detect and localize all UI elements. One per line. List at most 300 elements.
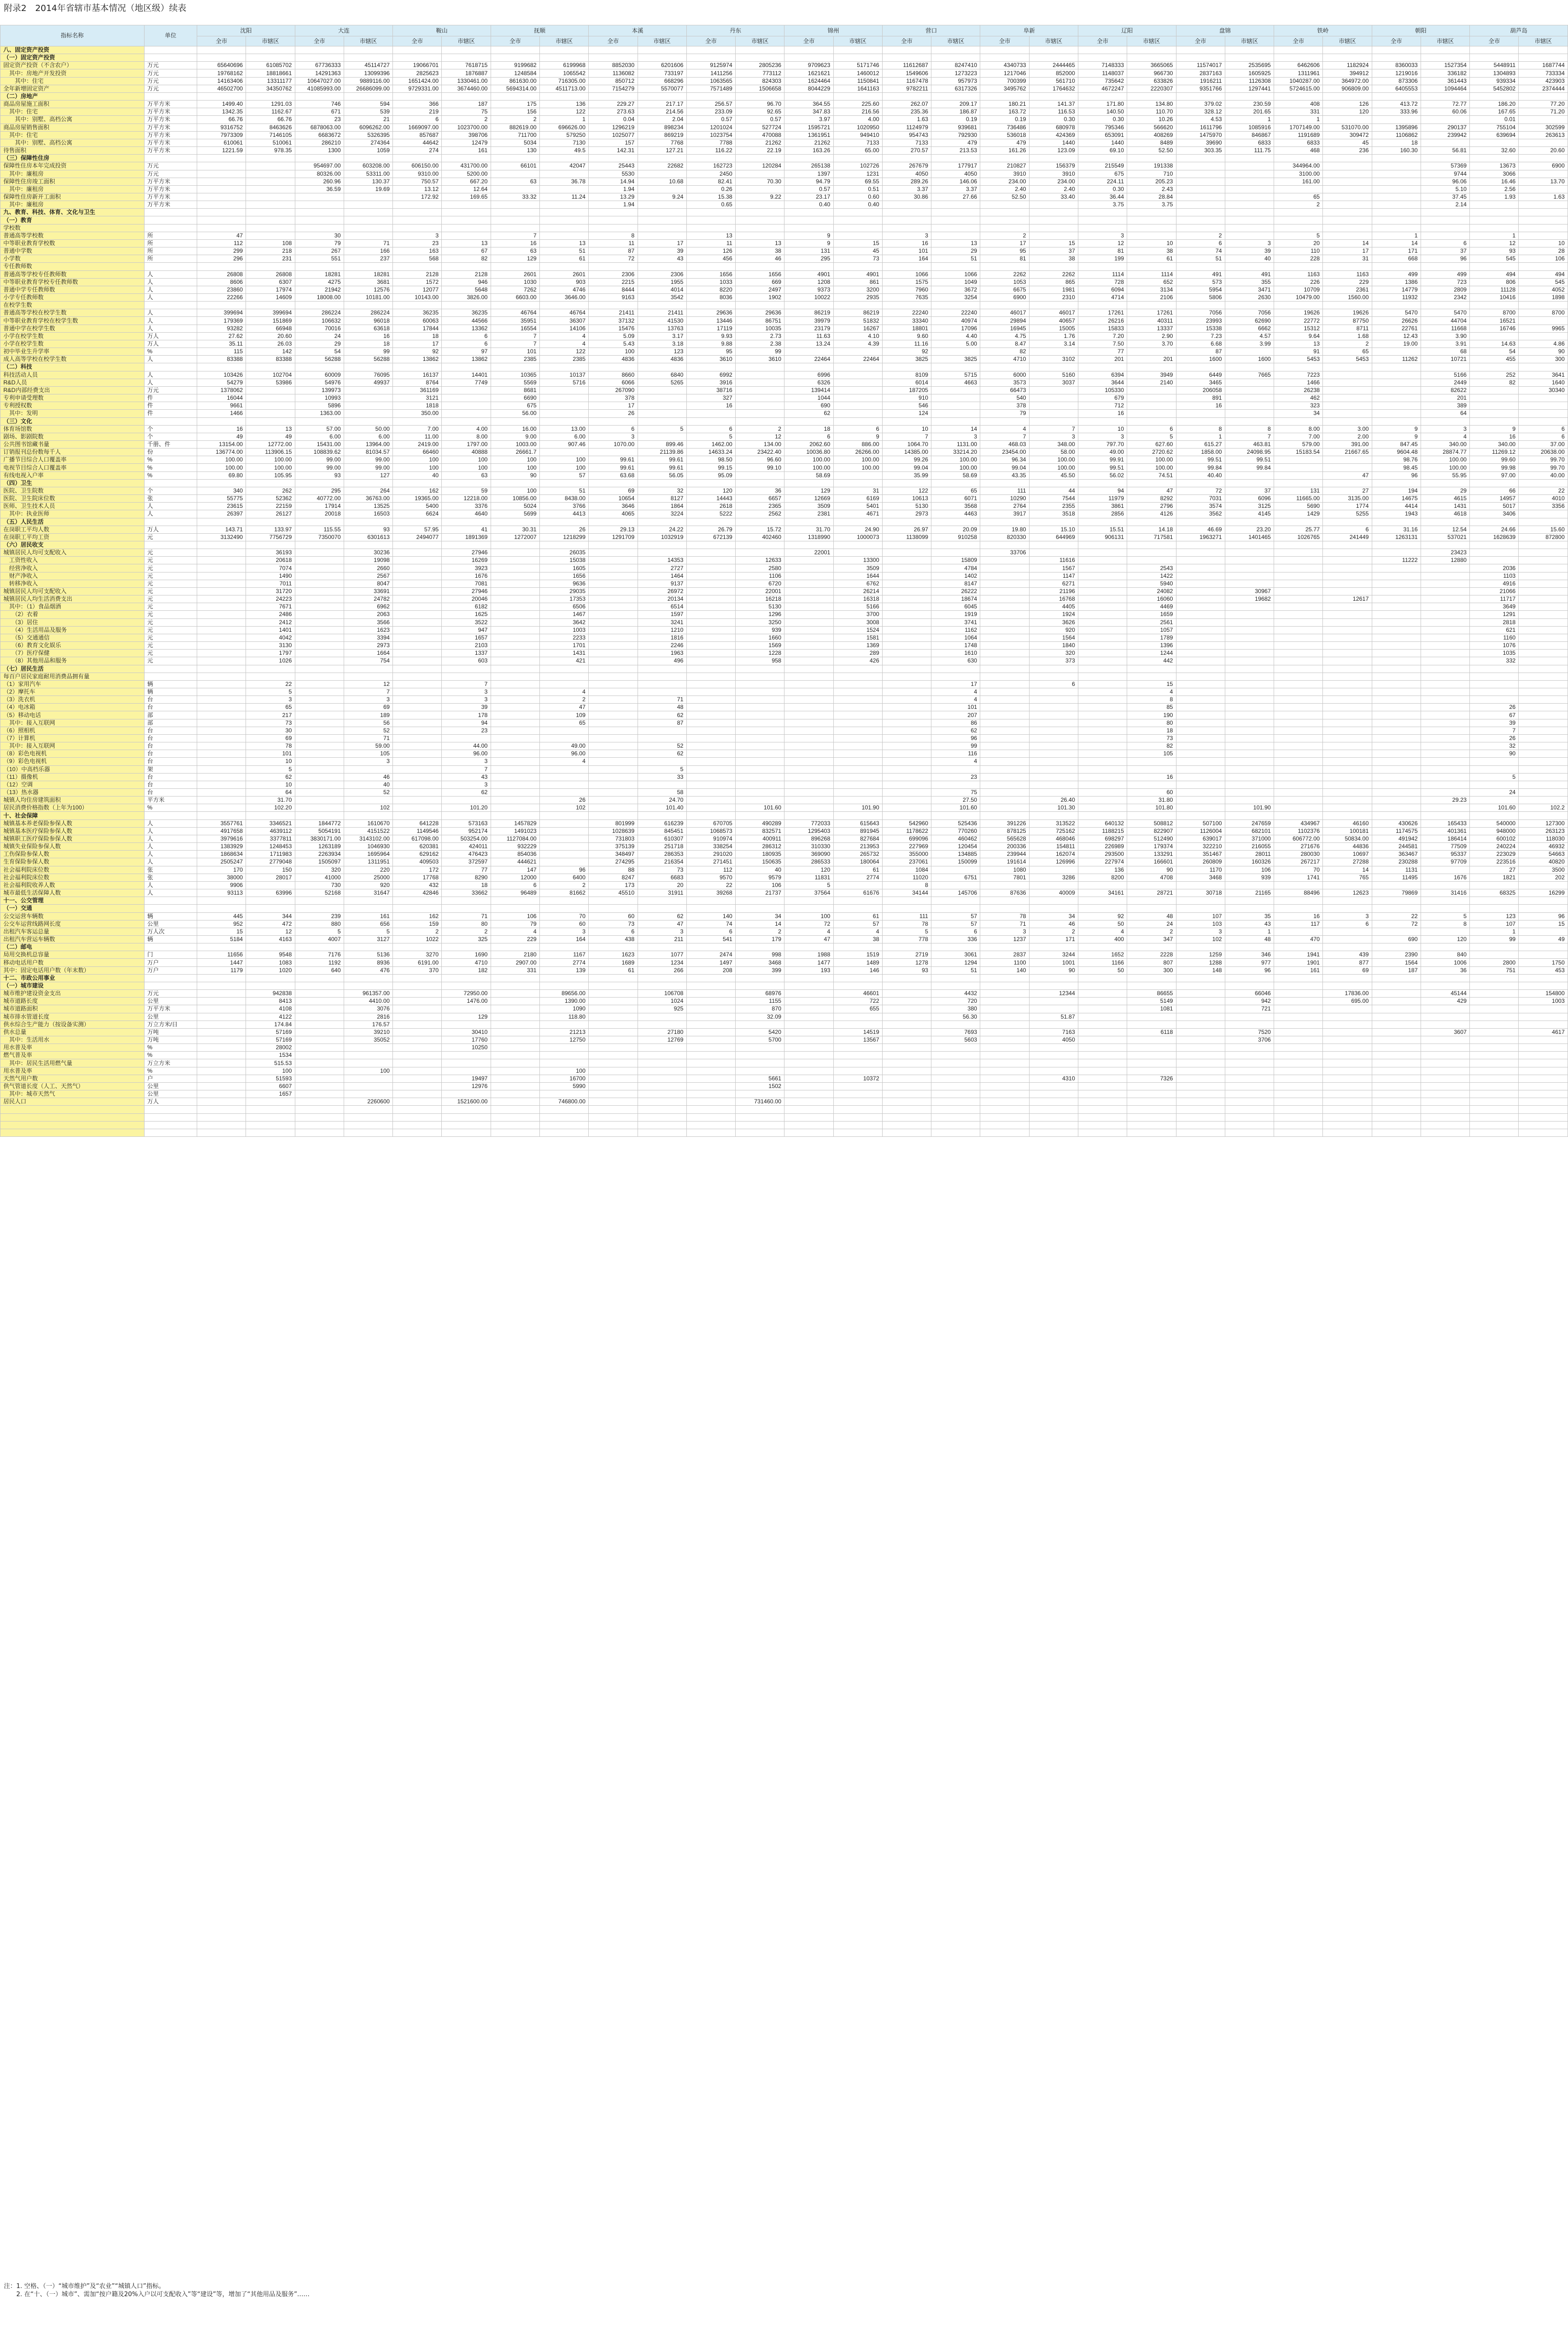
table-cell	[1176, 696, 1225, 704]
table-cell	[1421, 564, 1469, 572]
table-cell	[1176, 618, 1225, 626]
table-cell	[393, 1129, 442, 1136]
table-cell	[1421, 46, 1469, 54]
table-cell: 166	[344, 247, 392, 255]
table-row	[0, 935, 1568, 943]
table-cell: 5326395	[344, 131, 392, 139]
table-cell	[980, 1013, 1029, 1021]
table-cell	[491, 417, 539, 425]
table-cell	[686, 797, 735, 804]
table-cell: 76095	[344, 371, 392, 379]
table-cell: 4.00	[442, 425, 491, 433]
row-unit: 元	[144, 595, 197, 603]
row-unit: 人	[144, 379, 197, 386]
row-unit: 公里	[144, 998, 197, 1005]
table-cell	[1274, 302, 1323, 309]
table-cell: 73	[833, 255, 882, 263]
table-cell: 293500	[1078, 851, 1127, 858]
table-cell	[882, 1021, 931, 1028]
table-cell	[539, 1113, 588, 1121]
table-cell	[1323, 363, 1372, 371]
table-cell	[1470, 673, 1519, 680]
table-cell: 6326	[784, 379, 833, 386]
table-cell: 1621621	[784, 69, 833, 77]
table-cell	[539, 789, 588, 797]
table-cell: 95337	[1421, 851, 1469, 858]
table-cell	[1470, 386, 1519, 394]
table-cell: 1363.00	[295, 410, 344, 417]
header-city: 大连	[295, 25, 393, 36]
table-cell: 1864	[638, 503, 686, 510]
table-cell: 1003.00	[491, 440, 539, 448]
table-cell	[295, 302, 344, 309]
row-unit: 门	[144, 951, 197, 959]
table-cell: 239	[295, 912, 344, 920]
table-cell: 26035	[539, 549, 588, 557]
table-cell: 22001	[736, 587, 784, 595]
table-cell: 17836.00	[1323, 990, 1372, 998]
table-cell: 735642	[1078, 77, 1127, 85]
table-cell	[1470, 1013, 1519, 1021]
table-row	[0, 758, 1568, 765]
table-cell: 175	[491, 101, 539, 108]
table-cell: 151869	[246, 317, 295, 325]
table-cell	[1029, 688, 1078, 696]
table-cell	[736, 711, 784, 719]
table-cell	[736, 541, 784, 549]
table-cell	[1029, 410, 1078, 417]
table-cell: 1296	[736, 611, 784, 618]
table-cell: 1457829	[491, 819, 539, 827]
table-cell: 7	[442, 680, 491, 688]
table-cell: 56288	[295, 356, 344, 363]
table-cell	[1274, 611, 1323, 618]
table-cell	[1127, 781, 1176, 788]
table-cell: 100.00	[246, 464, 295, 471]
table-cell: 201	[1078, 356, 1127, 363]
row-label: （10）中高档乐器	[0, 765, 145, 773]
table-cell: 126996	[1029, 858, 1078, 866]
table-cell	[980, 665, 1029, 673]
table-cell: 266	[638, 966, 686, 974]
table-cell	[1225, 665, 1274, 673]
table-cell: 100	[442, 464, 491, 471]
table-cell: 610061	[197, 139, 246, 146]
row-unit	[144, 46, 197, 54]
table-cell: 3646.00	[539, 294, 588, 302]
table-cell: 63	[491, 178, 539, 185]
table-cell: 210827	[980, 162, 1029, 170]
table-cell: 262	[246, 487, 295, 494]
table-cell	[1323, 974, 1372, 982]
table-cell: 12769	[638, 1036, 686, 1044]
table-cell	[295, 765, 344, 773]
table-cell	[882, 603, 931, 611]
table-cell: 9	[784, 239, 833, 247]
table-cell: 1.68	[1323, 332, 1372, 340]
table-cell: 6	[1176, 239, 1225, 247]
table-cell: 10	[1127, 239, 1176, 247]
table-cell	[1029, 216, 1078, 224]
table-cell	[1323, 935, 1372, 943]
table-cell	[1519, 224, 1568, 232]
table-cell: 3949	[1127, 371, 1176, 379]
table-cell	[1372, 618, 1421, 626]
table-cell: 17353	[539, 595, 588, 603]
table-cell: 264	[344, 487, 392, 494]
row-label: 商品房屋销售面积	[0, 123, 145, 131]
table-cell: 182	[442, 966, 491, 974]
table-cell	[833, 765, 882, 773]
table-cell: 46	[344, 773, 392, 781]
row-unit: 台	[144, 742, 197, 750]
table-cell: 4	[784, 928, 833, 935]
table-cell: 44836	[1323, 843, 1372, 851]
table-cell: 52.50	[980, 193, 1029, 201]
table-cell: 3.70	[1127, 340, 1176, 348]
table-cell: 5024	[491, 503, 539, 510]
row-unit	[144, 518, 197, 526]
table-cell	[882, 626, 931, 634]
table-cell	[589, 92, 638, 100]
row-unit: 元	[144, 580, 197, 587]
table-cell	[491, 216, 539, 224]
table-cell	[1078, 765, 1127, 773]
table-cell: 105	[1127, 750, 1176, 758]
table-cell	[784, 742, 833, 750]
table-cell: 12623	[1323, 889, 1372, 897]
table-cell: 1902	[736, 294, 784, 302]
table-cell	[1176, 170, 1225, 178]
table-cell: 9	[784, 232, 833, 239]
row-label: 其中：廉租房	[0, 201, 145, 209]
table-cell: 26.79	[686, 526, 735, 533]
table-cell	[197, 224, 246, 232]
table-cell: 92	[393, 348, 442, 356]
table-cell	[980, 1067, 1029, 1075]
table-cell: 857687	[393, 131, 442, 139]
table-cell	[1372, 1082, 1421, 1090]
table-cell: 8444	[589, 286, 638, 293]
row-unit: 元	[144, 564, 197, 572]
table-cell: 51	[539, 247, 588, 255]
table-cell: 4901	[833, 270, 882, 278]
table-cell	[1274, 185, 1323, 193]
table-cell: 1020950	[833, 123, 882, 131]
table-cell	[686, 711, 735, 719]
table-cell	[1225, 263, 1274, 270]
table-cell	[833, 1121, 882, 1129]
table-cell: 850712	[589, 77, 638, 85]
table-cell: 3646	[589, 503, 638, 510]
table-cell	[1372, 518, 1421, 526]
row-label: 中等职业教育学校专任教师数	[0, 278, 145, 286]
table-cell: 3.18	[638, 340, 686, 348]
table-cell	[295, 905, 344, 912]
table-cell	[1127, 812, 1176, 819]
table-cell: 90	[1470, 750, 1519, 758]
table-cell: 22240	[931, 309, 980, 317]
table-cell	[833, 54, 882, 62]
table-cell: 313522	[1029, 819, 1078, 827]
table-cell	[539, 827, 588, 835]
table-cell	[539, 170, 588, 178]
table-cell	[491, 742, 539, 750]
table-cell	[539, 1121, 588, 1129]
table-cell	[882, 54, 931, 62]
table-cell: 12	[1078, 239, 1127, 247]
table-row	[0, 959, 1568, 966]
table-cell	[393, 224, 442, 232]
table-cell	[736, 1129, 784, 1136]
table-cell: 10856.00	[491, 495, 539, 503]
table-cell	[882, 696, 931, 704]
table-cell: 1610	[931, 650, 980, 657]
table-cell	[589, 209, 638, 216]
table-cell: 71	[442, 912, 491, 920]
table-cell: 161.00	[1274, 178, 1323, 185]
table-row	[0, 340, 1568, 348]
table-cell: 4007	[295, 935, 344, 943]
table-cell: 5	[1421, 912, 1469, 920]
table-cell: 6	[1323, 920, 1372, 928]
table-cell: 847.45	[1372, 440, 1421, 448]
table-row	[0, 673, 1568, 680]
table-cell	[1078, 557, 1127, 564]
table-cell	[1029, 1052, 1078, 1059]
table-cell: 5700	[736, 1036, 784, 1044]
table-row	[0, 1090, 1568, 1098]
table-cell	[1176, 541, 1225, 549]
table-cell: 1030	[491, 278, 539, 286]
table-cell: 47	[784, 935, 833, 943]
table-cell	[393, 797, 442, 804]
table-cell: 2935	[833, 294, 882, 302]
table-cell	[442, 479, 491, 487]
table-cell	[197, 216, 246, 224]
table-cell	[589, 673, 638, 680]
table-cell: 118030	[1519, 835, 1568, 842]
table-cell: 187205	[882, 386, 931, 394]
table-cell: 130	[491, 147, 539, 155]
table-cell: 4.53	[1176, 116, 1225, 123]
table-cell	[197, 302, 246, 309]
table-cell: 33706	[980, 549, 1029, 557]
table-cell	[1421, 572, 1469, 580]
table-cell: 6878063.00	[295, 123, 344, 131]
table-cell: 229	[1323, 278, 1372, 286]
table-cell	[784, 1059, 833, 1067]
table-cell: 38	[1029, 255, 1078, 263]
table-cell: 309472	[1323, 131, 1372, 139]
table-cell: 18	[393, 332, 442, 340]
table-cell	[1029, 1106, 1078, 1113]
table-cell	[589, 1013, 638, 1021]
table-cell	[393, 557, 442, 564]
table-cell	[1225, 657, 1274, 665]
table-cell: 35	[1225, 912, 1274, 920]
table-cell	[833, 224, 882, 232]
table-cell: 4340733	[980, 62, 1029, 69]
table-cell: 109	[539, 711, 588, 719]
table-cell: 903	[539, 278, 588, 286]
table-cell	[1421, 719, 1469, 727]
table-cell: 2	[1274, 201, 1323, 209]
table-cell: 166601	[1127, 858, 1176, 866]
table-cell: 17	[589, 402, 638, 410]
table-cell: 6	[1421, 239, 1469, 247]
table-cell: 78	[246, 742, 295, 750]
table-cell: 24	[295, 332, 344, 340]
table-cell	[1470, 54, 1519, 62]
table-cell	[686, 580, 735, 587]
table-cell: 1464	[638, 572, 686, 580]
table-cell: 1575	[882, 278, 931, 286]
table-cell	[686, 1044, 735, 1052]
table-cell: 122	[539, 348, 588, 356]
row-label: 其中：（1）食品烟酒	[0, 603, 145, 611]
row-label: 其中：别墅、高档公寓	[0, 139, 145, 146]
table-cell: 1660	[736, 634, 784, 641]
table-cell	[1225, 363, 1274, 371]
table-cell	[1029, 92, 1078, 100]
table-cell: 3.00	[1323, 425, 1372, 433]
table-cell	[1225, 897, 1274, 905]
table-cell: 906131	[1078, 533, 1127, 541]
table-cell	[1323, 1021, 1372, 1028]
table-cell	[1372, 1021, 1421, 1028]
table-cell	[589, 982, 638, 989]
table-cell	[393, 680, 442, 688]
table-cell	[442, 1021, 491, 1028]
table-cell	[784, 642, 833, 650]
table-cell: 1361951	[784, 131, 833, 139]
table-cell	[1127, 1052, 1176, 1059]
table-cell	[882, 1044, 931, 1052]
table-cell: 286224	[295, 309, 344, 317]
table-cell: 9199682	[491, 62, 539, 69]
row-label: 小学专任教师数	[0, 294, 145, 302]
table-cell	[1421, 209, 1469, 216]
table-cell: 1026	[246, 657, 295, 665]
table-cell: 100.00	[833, 456, 882, 464]
table-cell: 174.84	[246, 1021, 295, 1028]
table-cell: 3.17	[638, 332, 686, 340]
table-cell	[638, 1106, 686, 1113]
row-label	[0, 1129, 145, 1136]
table-cell: 199	[1078, 255, 1127, 263]
table-cell	[295, 1082, 344, 1090]
table-cell: 8.00	[442, 433, 491, 440]
table-cell: 1564	[1372, 959, 1421, 966]
table-cell	[980, 982, 1029, 989]
table-cell	[344, 665, 392, 673]
table-cell	[882, 1113, 931, 1121]
table-cell: 7133	[833, 139, 882, 146]
table-cell	[1323, 634, 1372, 641]
table-cell: 566620	[1127, 123, 1176, 131]
table-cell	[638, 479, 686, 487]
table-cell: 17	[980, 239, 1029, 247]
table-cell: 239944	[980, 851, 1029, 858]
table-cell	[833, 897, 882, 905]
table-cell	[736, 170, 784, 178]
table-cell: 579250	[539, 131, 588, 139]
table-cell	[833, 750, 882, 758]
table-cell	[197, 618, 246, 626]
table-cell	[442, 982, 491, 989]
table-cell: 14.18	[1127, 526, 1176, 533]
table-cell	[1078, 734, 1127, 742]
table-row	[0, 332, 1568, 340]
table-cell	[1421, 92, 1469, 100]
table-cell	[686, 704, 735, 711]
table-cell	[1225, 765, 1274, 773]
table-cell	[295, 587, 344, 595]
table-cell: 53311.00	[344, 170, 392, 178]
table-cell	[1323, 789, 1372, 797]
table-cell: 966730	[1127, 69, 1176, 77]
table-cell	[784, 224, 833, 232]
section-row	[0, 943, 1568, 951]
table-cell	[686, 587, 735, 595]
table-cell: 1162.67	[246, 108, 295, 116]
table-cell: 37132	[589, 317, 638, 325]
table-cell	[784, 650, 833, 657]
table-row	[0, 449, 1568, 456]
table-cell	[1029, 711, 1078, 719]
table-cell: 1466	[197, 410, 246, 417]
table-row	[0, 1067, 1568, 1075]
table-cell: 380	[931, 1005, 980, 1013]
table-cell: 2.73	[736, 332, 784, 340]
table-cell: 100.00	[1029, 456, 1078, 464]
table-cell: 11.00	[393, 433, 442, 440]
table-cell	[197, 696, 246, 704]
table-cell	[1176, 688, 1225, 696]
table-cell: 12633	[736, 557, 784, 564]
table-cell: 81034.57	[344, 449, 392, 456]
table-cell	[1127, 386, 1176, 394]
table-cell: 82622	[1421, 386, 1469, 394]
table-cell	[393, 626, 442, 634]
header-subcol: 全市	[980, 36, 1029, 46]
table-cell	[197, 564, 246, 572]
table-cell	[1176, 711, 1225, 719]
table-cell	[295, 1059, 344, 1067]
table-cell	[1421, 1113, 1469, 1121]
table-cell	[344, 765, 392, 773]
row-unit	[144, 897, 197, 905]
row-label: 城镇居民人均生活消费支出	[0, 595, 145, 603]
table-cell: 1386	[1372, 278, 1421, 286]
table-cell	[1225, 410, 1274, 417]
table-cell	[833, 797, 882, 804]
table-cell	[1421, 742, 1469, 750]
table-cell: 15	[833, 239, 882, 247]
table-cell	[589, 657, 638, 665]
table-cell	[686, 650, 735, 657]
table-cell	[931, 1052, 980, 1059]
table-cell: 1160	[1470, 634, 1519, 641]
table-cell: 51593	[246, 1075, 295, 1082]
table-cell: 3200	[833, 286, 882, 293]
row-label: 科技活动人员	[0, 371, 145, 379]
table-cell: 16503	[344, 510, 392, 518]
table-cell	[442, 665, 491, 673]
table-cell	[1078, 209, 1127, 216]
table-cell	[736, 46, 784, 54]
